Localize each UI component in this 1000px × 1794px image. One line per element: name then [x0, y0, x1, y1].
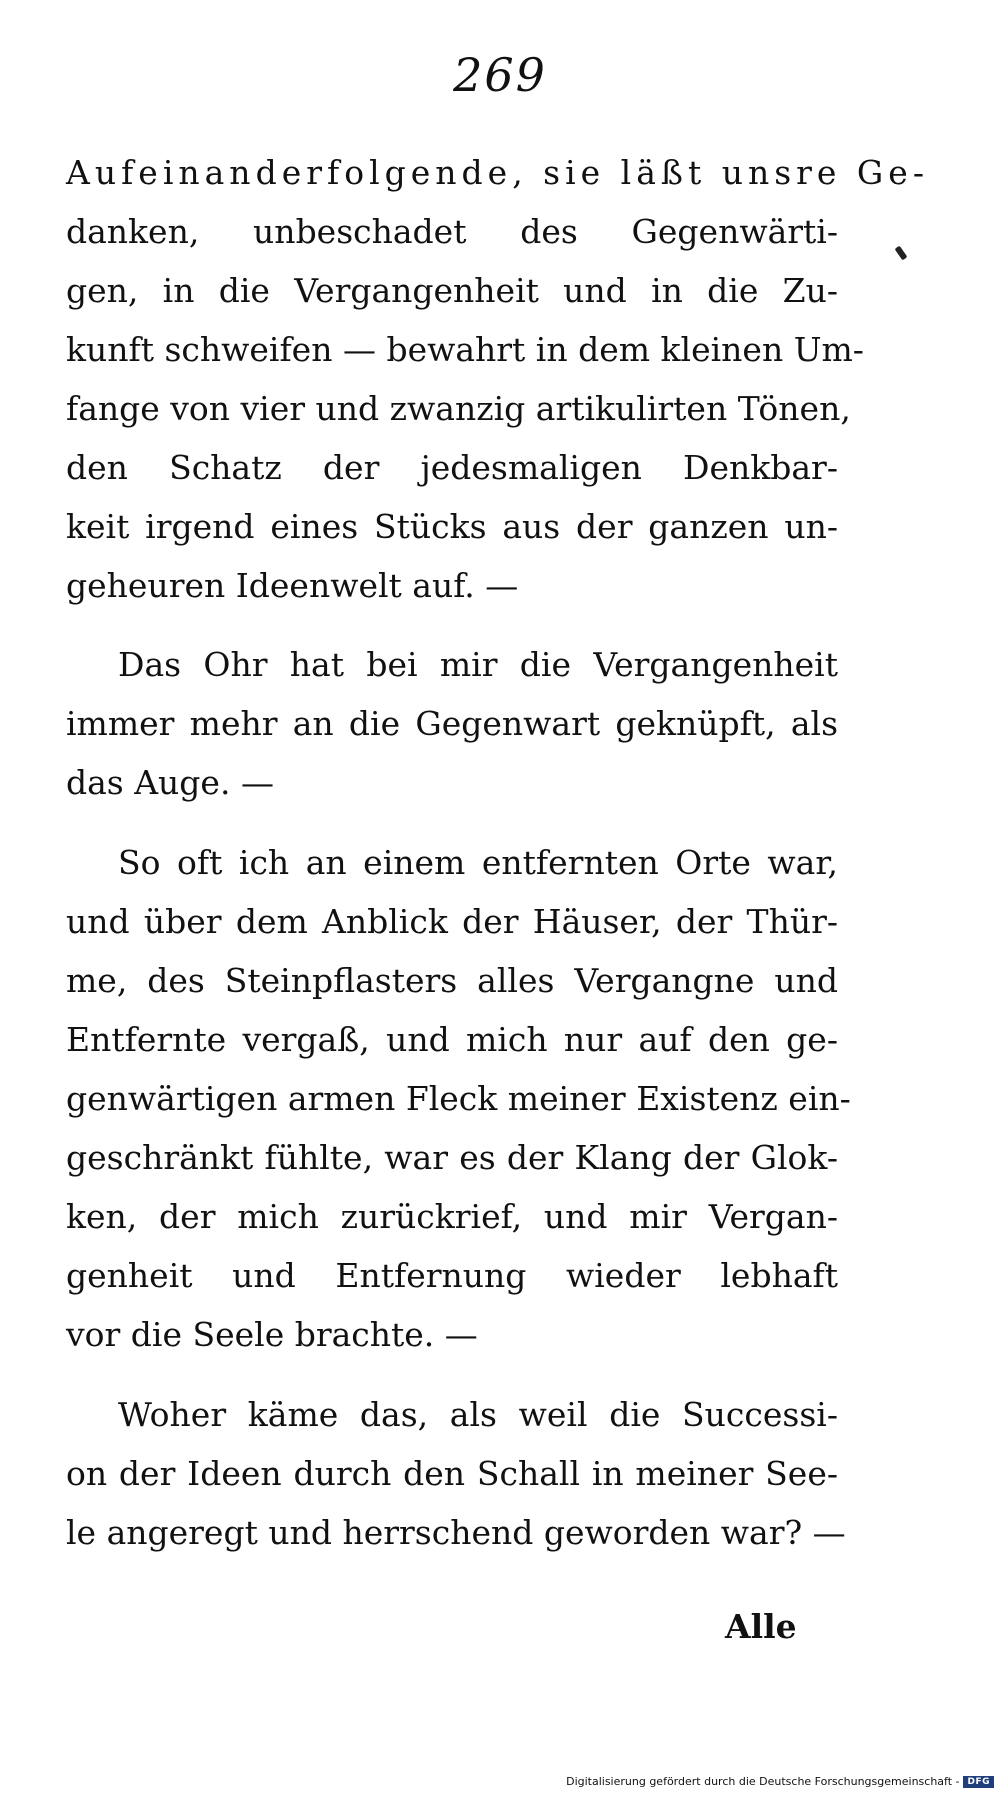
text-line: geschränkt fühlte, war es der Klang der Glok-	[66, 1138, 838, 1177]
text-line: das Auge. —	[66, 763, 274, 802]
text-line: immer mehr an die Gegenwart geknüpft, als	[66, 704, 838, 743]
text-line: keit irgend eines Stücks aus der ganzen un-	[66, 507, 838, 546]
page-number: 269	[453, 48, 547, 102]
text-line: le angeregt und herrschend geworden war? —	[66, 1513, 846, 1552]
text-line: genwärtigen armen Fleck meiner Existenz ein-	[66, 1079, 851, 1118]
text-line: Das Ohr hat bei mir die Vergangenheit	[118, 645, 838, 684]
text-line: fange von vier und zwanzig artikulirten Tönen,	[66, 389, 851, 428]
text-line: ken, der mich zurückrief, und mir Vergan-	[66, 1197, 838, 1236]
text-line: Entfernte vergaß, und mich nur auf den ge-	[66, 1020, 838, 1059]
text-line: So oft ich an einem entfernten Orte war,	[118, 843, 838, 882]
catchword: Alle	[725, 1607, 797, 1646]
dfg-logo-icon: DFG	[963, 1776, 994, 1788]
text-line: kunft schweifen — bewahrt in dem kleinen Um-	[66, 330, 864, 369]
ink-speck	[895, 246, 908, 261]
credit-text: Digitalisierung gefördert durch die Deutsche Forschungsgemeinschaft -	[566, 1775, 960, 1788]
text-line: vor die Seele brachte. —	[66, 1315, 478, 1354]
digitization-credit	[566, 1775, 994, 1788]
text-line: genheit und Entfernung wieder lebhaft	[66, 1256, 838, 1295]
text-line: Aufeinanderfolgende, sie läßt unsre Ge-	[66, 153, 929, 192]
text-line: on der Ideen durch den Schall in meiner See-	[66, 1454, 838, 1493]
text-line: danken, unbeschadet des Gegenwärti-	[66, 212, 838, 251]
text-line: geheuren Ideenwelt auf. —	[66, 566, 519, 605]
text-line: und über dem Anblick der Häuser, der Thür-	[66, 902, 838, 941]
text-line: Woher käme das, als weil die Successi-	[118, 1395, 838, 1434]
text-line: me, des Steinpflasters alles Vergangne und	[66, 961, 838, 1000]
text-line: gen, in die Vergangenheit und in die Zu-	[66, 271, 838, 310]
text-line: den Schatz der jedesmaligen Denkbar-	[66, 448, 838, 487]
